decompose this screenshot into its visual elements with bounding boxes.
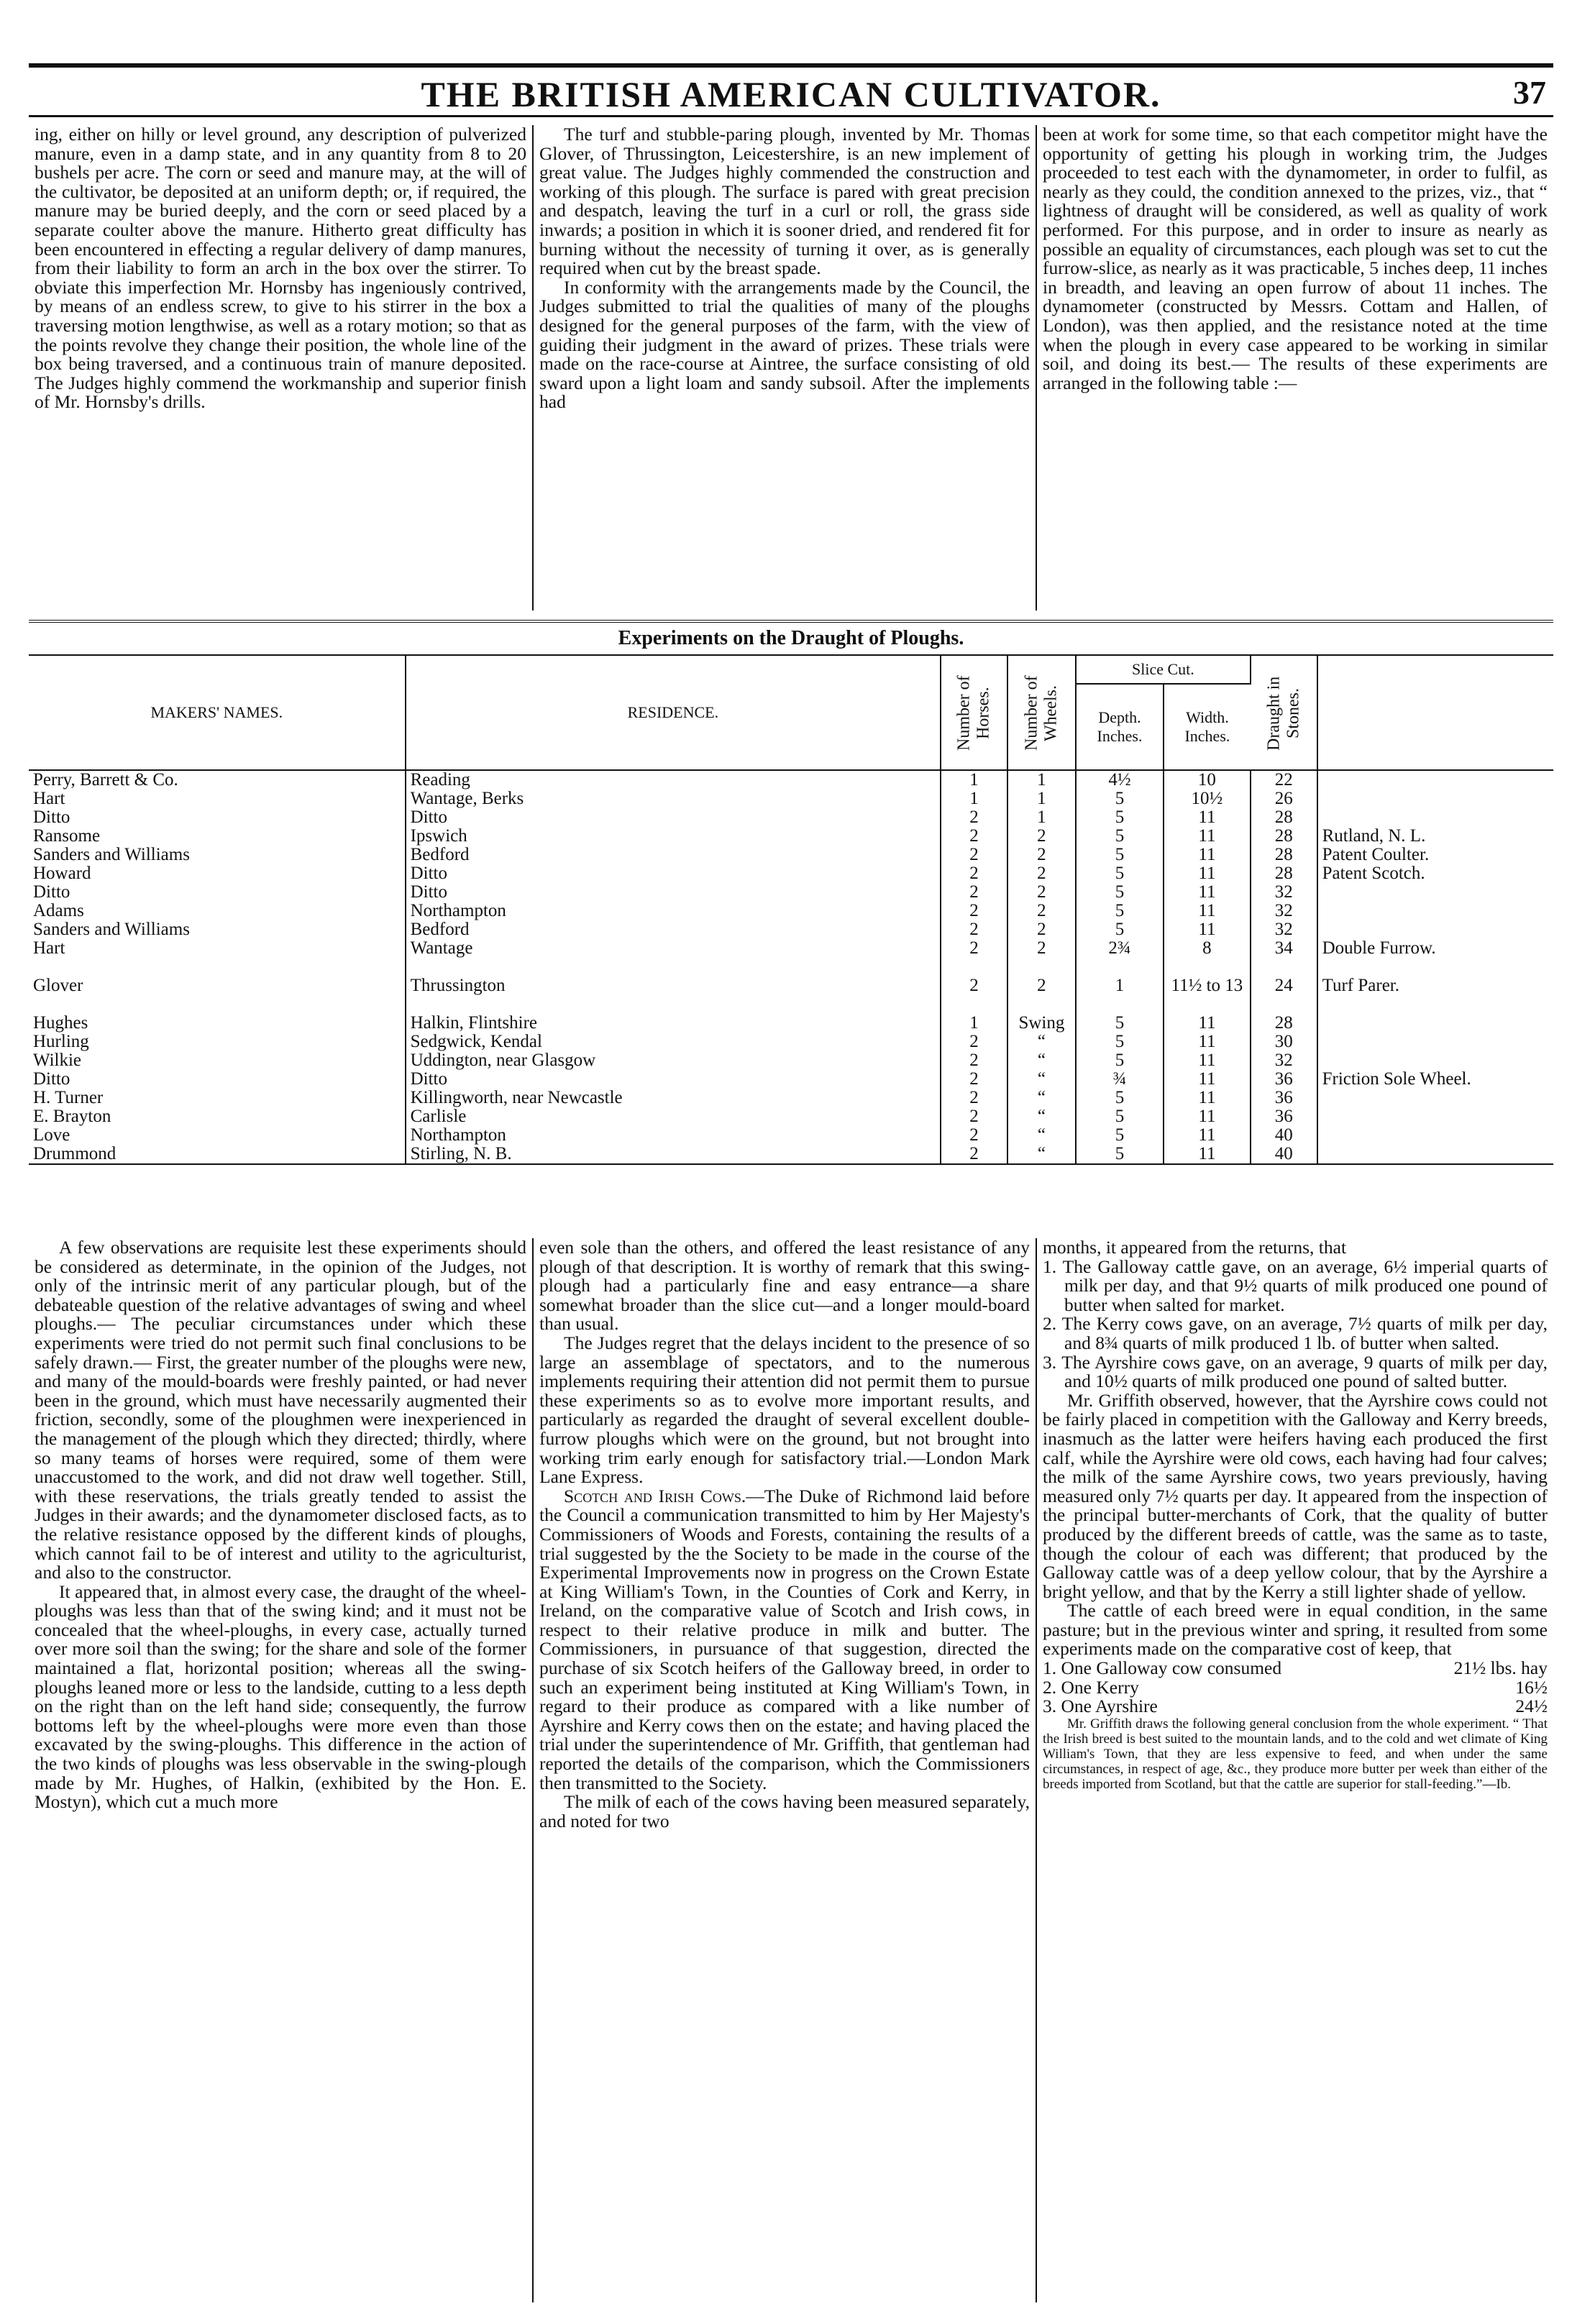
keep-label: 1. One Galloway cow consumed	[1043, 1657, 1282, 1679]
cell-horses: 2	[941, 1070, 1007, 1089]
cell-width: 11	[1164, 827, 1251, 846]
cell-wheels: 1	[1007, 770, 1076, 790]
cell-note	[1317, 770, 1553, 790]
cell-residence: Northampton	[406, 1126, 941, 1145]
cell-maker: Ditto	[29, 1070, 406, 1089]
paragraph: A few observations are requisite lest these experiments should be considered as determinate, in the opinion of the Judges, not only of the intrinsic merit of any particular plough, but of the debateable question of the relative advantages of swing and wheel ploughs.— The peculiar circumstances under which these experiments were tried do not permit such final conclusions to be safely drawn.— First, the greater number of the ploughs were new, and many of the mould-boards were freshly painted, or had never been in the ground, which must have necessarily augmented their friction, secondly, some of the ploughmen were inexperienced in the management of the plough which they directed; thirdly, where so many teams of horses were required, some of them were unaccustomed to the work, and did not draw well together. Still, with these reservations, the trials greatly tended to assist the Judges in their awards; and the dynamometer disclosed facts, as to the relative resistance opposed by the different kinds of ploughs, which cannot fail to be of interest and utility to the agriculturist, and also to the constructor.	[35, 1237, 526, 1583]
cell-horses: 2	[941, 1051, 1007, 1070]
cell-draught: 28	[1251, 1014, 1317, 1033]
paragraph: been at work for some time, so that each competitor might have the opportunity of getting his plough in working trim, the Judges proceeded to test each with the dynamometer, in order to fulfil, as nearly as they could, the condition annexed to the prizes, viz., that “ lightness of draught will be considered, as well as quality of work performed. For this purpose, and in order to insure as nearly as possible an equality of circumstances, each plough was set to cut the furrow-slice, as nearly as it was practicable, 5 inches deep, 11 inches in breadth, and leaving an open furrow of about 11 inches. The dynamometer (constructed by Messrs. Cottam and Hallen, of London), was then applied, and the resistance noted at the time when the plough in every case appeared to be working in similar soil, and doing its best.— The results of these experiments are arranged in the following table :—	[1043, 124, 1548, 393]
cell-depth: 5	[1076, 846, 1164, 864]
cell-note	[1317, 1107, 1553, 1126]
cell-draught: 40	[1251, 1126, 1317, 1145]
cell-wheels: 2	[1007, 827, 1076, 846]
cell-draught: 36	[1251, 1107, 1317, 1126]
cell-draught: 22	[1251, 770, 1317, 790]
top-column-3	[1037, 125, 1553, 610]
page-number: 37	[1513, 74, 1546, 111]
table-row	[29, 846, 1553, 864]
cell-draught: 40	[1251, 1145, 1317, 1164]
cell-residence: Ditto	[406, 1070, 941, 1089]
cell-depth: 5	[1076, 808, 1164, 827]
cell-wheels: 1	[1007, 790, 1076, 808]
header-horses: Number of Horses.	[941, 656, 1007, 770]
top-columns	[29, 125, 1553, 610]
cell-horses: 2	[941, 1033, 1007, 1051]
cell-width: 11	[1164, 846, 1251, 864]
cell-horses: 2	[941, 883, 1007, 902]
keep-label: 2. One Kerry	[1043, 1676, 1139, 1698]
cell-width: 8	[1164, 939, 1251, 958]
cell-note	[1317, 808, 1553, 827]
cell-horses: 2	[941, 902, 1007, 920]
cell-depth: 5	[1076, 883, 1164, 902]
cell-width: 11	[1164, 1089, 1251, 1107]
keep-value: 24½	[1515, 1696, 1548, 1717]
cell-residence: Ditto	[406, 808, 941, 827]
header-width: Width. Inches.	[1164, 684, 1251, 770]
ploughs-table-section	[29, 620, 1553, 1165]
cell-draught: 34	[1251, 939, 1317, 958]
cell-maker: Drummond	[29, 1145, 406, 1164]
bottom-columns	[29, 1238, 1553, 2302]
list-item: 2. The Kerry cows gave, on an average, 7½ quarts of milk per day, and 8¾ quarts of milk produced 1 lb. of butter when salted.	[1043, 1313, 1548, 1353]
cell-maker: Sanders and Williams	[29, 920, 406, 939]
keep-row	[1043, 1678, 1548, 1698]
cell-residence: Ditto	[406, 883, 941, 902]
cell-depth: 5	[1076, 1126, 1164, 1145]
top-rule	[29, 63, 1553, 68]
table-row	[29, 939, 1553, 958]
cell-maker: Glover	[29, 958, 406, 1014]
cell-depth: 5	[1076, 864, 1164, 883]
cell-note: Rutland, N. L.	[1322, 826, 1426, 846]
paragraph-body: —The Duke of Richmond laid before the Council a communication transmitted to him by Her Majesty's Commissioners of Woods and Forests, containing the results of a trial suggested by the the Society to be made in the course of the Experimental Improvements now in progress on the Crown Estate at King William's Town, in the Counties of Cork and Kerry, in Ireland, on the comparative value of Scotch and Irish cows, in respect to their relative produce in milk and butter. The Commissioners, in pursuance of that suggestion, directed the purchase of six Scotch heifers of the Galloway breed, in order to such an experiment being instituted at King William's Town, in regard to their produce as compared with a like number of Ayrshire and Kerry cows then on the estate; and having placed the trial under the superintendence of Mr. Griffith, that gentleman had reported the details of the comparison, which the Commissioners then transmitted to the Society.	[539, 1485, 1030, 1793]
keep-value: 16½	[1515, 1676, 1548, 1698]
cell-maker: Hart	[29, 939, 406, 958]
cell-draught: 28	[1251, 827, 1317, 846]
cell-horses: 2	[941, 1145, 1007, 1164]
cell-residence: Bedford	[406, 920, 941, 939]
table-row	[29, 1145, 1553, 1164]
top-column-1	[29, 125, 532, 610]
paragraph: even sole than the others, and offered the least resistance of any plough of that description. It is worthy of remark that this swing-plough had a particularly fine and easy entrance—a share somewhat broader than the slice cut—and a longer mould-board than usual.	[539, 1237, 1030, 1335]
cell-width: 11	[1164, 1126, 1251, 1145]
cell-draught: 26	[1251, 790, 1317, 808]
cell-residence: Sedgwick, Kendal	[406, 1033, 941, 1051]
paragraph: Mr. Griffith observed, however, that the Ayrshire cows could not be fairly placed in competition with the Galloway and Kerry breeds, inasmuch as the latter were heifers having each produced the first calf, while the Ayrshire were old cows, each having had four calves; the milk of the same Ayrshire cows, two years previously, having measured only 7½ quarts per day. It appeared from the inspection of the principal butter-merchants of Cork, that the quality of butter produced by the different breeds of cattle, was the same as to taste, though the colour of each was different; that produced by the Galloway cattle was of a deep yellow colour, that by the Ayrshire a bright yellow, and that by the Kerry a still lighter shade of yellow.	[1043, 1389, 1548, 1602]
table-row	[29, 1089, 1553, 1107]
cell-maker: Perry, Barrett & Co.	[29, 770, 406, 790]
keep-label: 3. One Ayrshire	[1043, 1696, 1158, 1717]
cell-depth: 4½	[1076, 770, 1164, 790]
cell-residence: Ipswich	[406, 827, 941, 846]
cell-draught: 32	[1251, 1051, 1317, 1070]
keep-row	[1043, 1697, 1548, 1716]
cell-draught: 32	[1251, 902, 1317, 920]
list-item: 1. The Galloway cattle gave, on an average, 6½ imperial quarts of milk per day, and that 9½ quarts of milk produced one pound of butter when salted for market.	[1043, 1255, 1548, 1315]
header-depth: Depth. Inches.	[1076, 684, 1164, 770]
cell-horses: 2	[941, 808, 1007, 827]
cell-maker: Love	[29, 1126, 406, 1145]
cell-note: Patent Coulter.	[1322, 845, 1430, 864]
cell-wheels: 2	[1007, 902, 1076, 920]
cell-horses: 2	[941, 846, 1007, 864]
cell-wheels: 2	[1007, 883, 1076, 902]
cell-draught: 32	[1251, 883, 1317, 902]
cell-residence: Uddington, near Glasgow	[406, 1051, 941, 1070]
cell-horses: 2	[941, 827, 1007, 846]
cell-residence: Wantage, Berks	[406, 790, 941, 808]
header-makers: MAKERS' NAMES.	[29, 656, 406, 770]
cell-width: 11	[1164, 1145, 1251, 1164]
cell-wheels: “	[1007, 1033, 1076, 1051]
cell-note	[1317, 1126, 1553, 1145]
cell-width: 10½	[1164, 790, 1251, 808]
cell-draught: 36	[1251, 1089, 1317, 1107]
bottom-column-3	[1037, 1238, 1553, 2302]
table-row	[29, 920, 1553, 939]
cell-note	[1317, 790, 1553, 808]
cell-residence: Ditto	[406, 864, 941, 883]
table-row	[29, 790, 1553, 808]
cell-draught: 28	[1251, 864, 1317, 883]
cell-horses: 2	[941, 939, 1007, 958]
header-notes	[1317, 656, 1553, 770]
cell-maker: Ditto	[29, 808, 406, 827]
cell-wheels: Swing	[1007, 1014, 1076, 1033]
cell-maker: Hughes	[29, 1014, 406, 1033]
cell-depth: 5	[1076, 920, 1164, 939]
header-slice-cut: Slice Cut.	[1076, 656, 1251, 684]
cell-residence: Halkin, Flintshire	[406, 1014, 941, 1033]
cell-residence: Stirling, N. B.	[406, 1145, 941, 1164]
cell-note: Turf Parer.	[1322, 976, 1400, 995]
cell-depth: 5	[1076, 1145, 1164, 1164]
cell-draught: 28	[1251, 846, 1317, 864]
paragraph: The Judges regret that the delays incident to the presence of so large an assemblage of spectators, and to the numerous implements requiring their attention did not permit them to pursue these experiments so as to evolve more important results, and particularly as regarded the draught of several excellent double-furrow ploughs which were on the ground, but not brought into working trim early enough for satisfactory trial.—London Mark Lane Express.	[539, 1332, 1030, 1488]
table-title: Experiments on the Draught of Ploughs.	[29, 620, 1553, 656]
header-residence: RESIDENCE.	[406, 656, 941, 770]
cell-wheels: “	[1007, 1070, 1076, 1089]
cell-note	[1317, 883, 1553, 902]
cell-depth: 2¾	[1076, 939, 1164, 958]
section-heading: Scotch and Irish Cows.	[564, 1485, 746, 1506]
cell-horses: 1	[941, 770, 1007, 790]
cell-residence: Carlisle	[406, 1107, 941, 1126]
cell-wheels: 2	[1007, 864, 1076, 883]
cell-width: 11	[1164, 808, 1251, 827]
cell-draught: 28	[1251, 808, 1317, 827]
table-row	[29, 1033, 1553, 1051]
cell-depth: 5	[1076, 790, 1164, 808]
cell-note: Friction Sole Wheel.	[1322, 1069, 1471, 1089]
cell-horses: 2	[941, 1107, 1007, 1126]
cell-depth: 5	[1076, 1089, 1164, 1107]
table-row	[29, 1014, 1553, 1033]
cell-note	[1317, 1014, 1553, 1033]
paragraph: ing, either on hilly or level ground, any description of pulverized manure, even in a damp state, and in any quantity from 8 to 20 bushels per acre. The corn or seed and manure may, at the will of the cultivator, be deposited at an uniform depth; or, if required, the manure may be buried deeply, and the corn or seed placed by a separate coulter above the manure. Hitherto great difficulty has been encountered in effecting a regular delivery of damp manures, from their liability to form an arch in the box over the stirrer. To obviate this imperfection Mr. Hornsby has ingeniously contrived, by means of an endless screw, to give to his stirrer in the box a traversing motion lengthwise, as well as a rotary motion; so that as the points revolve they change their position, the whole line of the box being traversed, and a continuous train of manure deposited. The Judges highly commend the workmanship and superior finish of Mr. Hornsby's drills.	[35, 124, 526, 413]
cell-wheels: “	[1007, 1051, 1076, 1070]
cell-residence: Northampton	[406, 902, 941, 920]
paragraph: It appeared that, in almost every case, the draught of the wheel-ploughs was less than that of the swing kind; and it must not be concealed that the wheel-ploughs, in every case, actually turned over more soil than the swing; for the share and sole of the former maintained a flat, horizontal position; whereas all the swing-ploughs leaned more or less to the landside, cutting to a less depth on the right than on the left hand side; consequently, the furrow bottoms left by the wheel-ploughs were more even than those excavated by the swing-ploughs. This difference in the action of the two kinds of ploughs was less observable in the swing-plough made by Mr. Hughes, of Halkin, (exhibited by the Hon. E. Mostyn), which cut a much more	[35, 1580, 526, 1813]
cell-horses: 2	[941, 864, 1007, 883]
cell-note	[1317, 1033, 1553, 1051]
cell-maker: Howard	[29, 864, 406, 883]
cell-residence: Thrussington	[406, 958, 941, 1014]
cell-wheels: “	[1007, 1145, 1076, 1164]
cell-note: Double Furrow.	[1322, 938, 1436, 958]
table-row	[29, 958, 1553, 1014]
table-row	[29, 902, 1553, 920]
keep-row	[1043, 1659, 1548, 1678]
table-row	[29, 1051, 1553, 1070]
header-wheels: Number of Wheels.	[1007, 656, 1076, 770]
cell-draught: 36	[1251, 1070, 1317, 1089]
cell-note: Patent Scotch.	[1322, 864, 1425, 883]
cell-horses: 2	[941, 1126, 1007, 1145]
cell-depth: 5	[1076, 1051, 1164, 1070]
table-row	[29, 1070, 1553, 1089]
table-row	[29, 827, 1553, 846]
cell-horses: 1	[941, 1014, 1007, 1033]
cell-note	[1317, 1089, 1553, 1107]
keep-value: 21½ lbs. hay	[1453, 1657, 1548, 1679]
bottom-column-1	[29, 1238, 532, 2302]
table-row	[29, 1126, 1553, 1145]
cell-maker: Wilkie	[29, 1051, 406, 1070]
cell-horses: 2	[941, 920, 1007, 939]
bottom-column-2	[534, 1238, 1036, 2302]
cell-maker: Sanders and Williams	[29, 846, 406, 864]
cell-width: 10	[1164, 770, 1251, 790]
cell-width: 11	[1164, 920, 1251, 939]
table-row	[29, 883, 1553, 902]
cell-draught: 24	[1251, 958, 1317, 1014]
table-row	[29, 864, 1553, 883]
cell-depth: 5	[1076, 827, 1164, 846]
cell-depth: 1	[1076, 958, 1164, 1014]
top-column-2	[534, 125, 1036, 610]
cell-maker: Hurling	[29, 1033, 406, 1051]
cell-wheels: “	[1007, 1126, 1076, 1145]
cell-draught: 30	[1251, 1033, 1317, 1051]
cell-wheels: 2	[1007, 846, 1076, 864]
footnote: Mr. Griffith draws the following general conclusion from the whole experiment. “ That the Irish breed is best suited to the mountain lands, and to the cold and wet climate of King William's Town, that they are less expensive to feed, and when under the same circumstances, in respect of age, &c., they produce more butter per week than either of the breeds imported from Scotland, but that the cattle are superior for stall-feeding.”—Ib.	[1043, 1716, 1548, 1792]
paragraph: The milk of each of the cows having been measured separately, and noted for two	[539, 1791, 1030, 1831]
cell-width: 11	[1164, 864, 1251, 883]
table-row	[29, 1107, 1553, 1126]
cell-horses: 1	[941, 790, 1007, 808]
cell-residence: Wantage	[406, 939, 941, 958]
table-row	[29, 808, 1553, 827]
cell-horses: 2	[941, 1089, 1007, 1107]
cell-width: 11	[1164, 902, 1251, 920]
paragraph: The cattle of each breed were in equal condition, in the same pasture; but in the previous winter and spring, it resulted from some experiments made on the comparative cost of keep, that	[1043, 1600, 1548, 1660]
cell-width: 11½ to 13	[1164, 958, 1251, 1014]
cell-residence: Bedford	[406, 846, 941, 864]
cell-maker: Ditto	[29, 883, 406, 902]
cell-maker: Ransome	[29, 827, 406, 846]
cell-width: 11	[1164, 1014, 1251, 1033]
cell-maker: Adams	[29, 902, 406, 920]
table-row	[29, 770, 1553, 790]
cell-width: 11	[1164, 1051, 1251, 1070]
paragraph: months, it appeared from the returns, that	[1043, 1237, 1347, 1258]
cell-residence: Killingworth, near Newcastle	[406, 1089, 941, 1107]
cell-horses: 2	[941, 958, 1007, 1014]
cell-note	[1317, 1145, 1553, 1164]
cell-wheels: “	[1007, 1089, 1076, 1107]
list-item: 3. The Ayrshire cows gave, on an average, 9 quarts of milk per day, and 10½ quarts of milk produced one pound of salted butter.	[1043, 1351, 1548, 1392]
cell-wheels: 2	[1007, 920, 1076, 939]
cell-wheels: 2	[1007, 939, 1076, 958]
cell-maker: H. Turner	[29, 1089, 406, 1107]
cell-wheels: 1	[1007, 808, 1076, 827]
paragraph: The turf and stubble-paring plough, invented by Mr. Thomas Glover, of Thrussington, Leicestershire, is an new implement of great value. The Judges highly commended the construction and working of this plough. The surface is pared with great precision and despatch, leaving the turf in a curl or roll, the grass side inwards; a position in which it is sooner dried, and rendered fit for burning without the necessity of turning it over, as is generally required when cut by the breast spade.	[539, 124, 1030, 279]
cell-width: 11	[1164, 1107, 1251, 1126]
cell-note	[1317, 920, 1553, 939]
paragraph: In conformity with the arrangements made by the Council, the Judges submitted to trial the qualities of many of the ploughs designed for the general purposes of the farm, with the view of guiding their judgment in the award of prizes. These trials were made on the race-course at Aintree, the surface consisting of old sward upon a light loam and sandy subsoil. After the implements had	[539, 276, 1030, 413]
cell-maker: Hart	[29, 790, 406, 808]
ploughs-table	[29, 656, 1553, 1165]
page-header	[29, 72, 1553, 117]
cell-width: 11	[1164, 1033, 1251, 1051]
cell-depth: 5	[1076, 1033, 1164, 1051]
cell-depth: 5	[1076, 1014, 1164, 1033]
publication-title: THE BRITISH AMERICAN CULTIVATOR.	[421, 74, 1161, 114]
cell-depth: 5	[1076, 1107, 1164, 1126]
cell-wheels: “	[1007, 1107, 1076, 1126]
cell-width: 11	[1164, 883, 1251, 902]
cell-residence: Reading	[406, 770, 941, 790]
cell-depth: ¾	[1076, 1070, 1164, 1089]
cell-wheels: 2	[1007, 958, 1076, 1014]
cell-draught: 32	[1251, 920, 1317, 939]
cell-depth: 5	[1076, 902, 1164, 920]
header-draught: Draught in Stones.	[1251, 656, 1317, 770]
cell-width: 11	[1164, 1070, 1251, 1089]
cell-note	[1317, 1051, 1553, 1070]
cell-maker: E. Brayton	[29, 1107, 406, 1126]
paragraph	[539, 1487, 1030, 1793]
cell-note	[1317, 902, 1553, 920]
